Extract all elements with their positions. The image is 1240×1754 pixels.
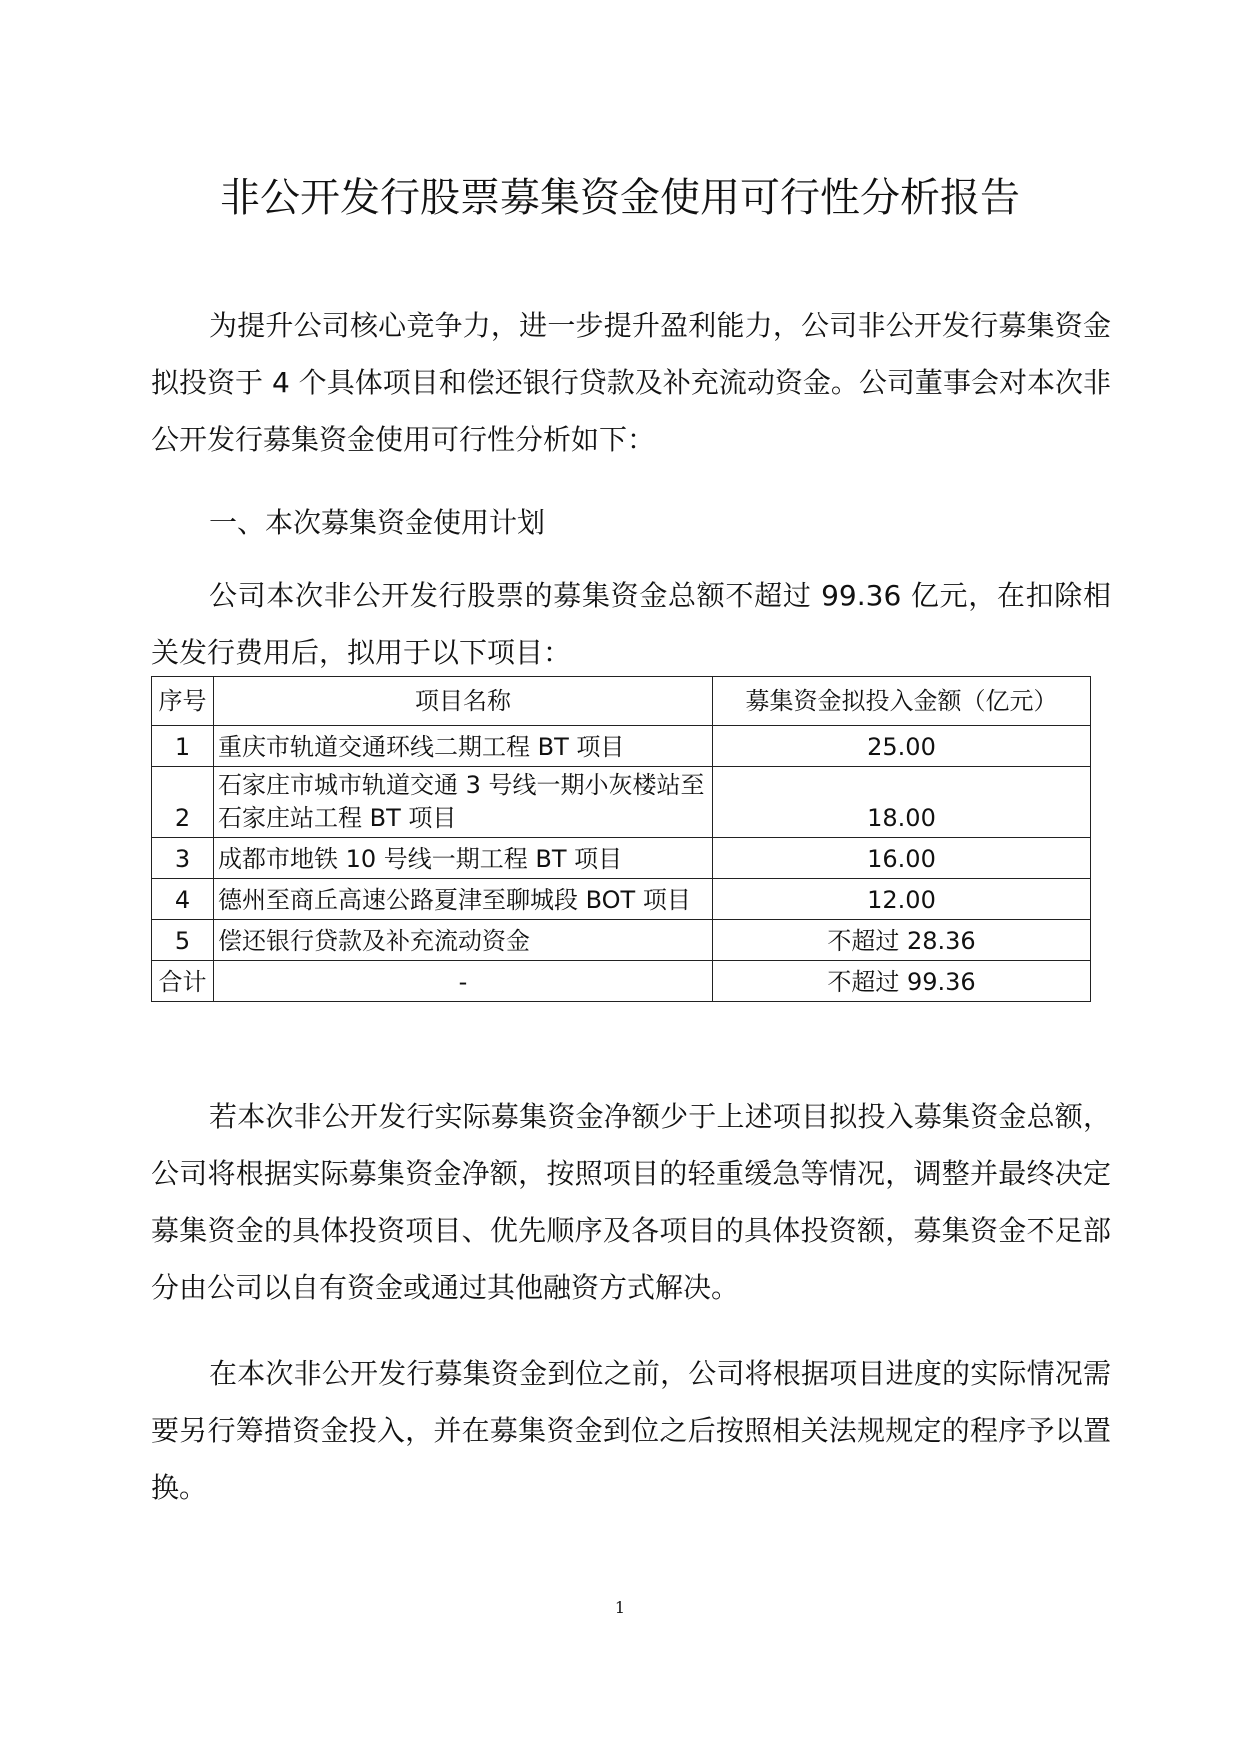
header-index: 序号 [152,677,214,726]
header-amount: 募集资金拟投入金额（亿元） [713,677,1091,726]
row-amount: 18.00 [713,767,1091,838]
row-project-name: 偿还银行贷款及补充流动资金 [214,920,713,961]
document-title: 非公开发行股票募集资金使用可行性分析报告 [220,175,1020,221]
table-total-row [152,961,1091,1002]
total-amount: 不超过 99.36 [713,961,1091,1002]
row-index: 2 [152,767,214,838]
prefunding-paragraph: 在本次非公开发行募集资金到位之前，公司将根据项目进度的实际情况需要另行筹措资金投入，并在募集资金到位之后按照相关法规规定的程序予以置换。 [151,1357,1111,1504]
fundraising-amount-paragraph: 公司本次非公开发行股票的募集资金总额不超过 99.36 亿元，在扣除相关发行费用后，拟用于以下项目： [151,579,1111,669]
table-row [152,838,1091,879]
row-amount: 12.00 [713,879,1091,920]
table-row [152,920,1091,961]
intro-paragraph: 为提升公司核心竞争力，进一步提升盈利能力，公司非公开发行募集资金拟投资于 4 个具体项目和偿还银行贷款及补充流动资金。公司董事会对本次非公开发行募集资金使用可行性分析如下： [151,309,1111,456]
row-project-name: 德州至商丘高速公路夏津至聊城段 BOT 项目 [214,879,713,920]
header-project-name: 项目名称 [214,677,713,726]
fund-usage-table [151,676,1091,1002]
total-label: 合计 [152,961,214,1002]
row-project-name: 石家庄市城市轨道交通 3 号线一期小灰楼站至 石家庄站工程 BT 项目 [214,767,713,838]
row-amount: 16.00 [713,838,1091,879]
table-row [152,726,1091,767]
total-project-name: - [214,961,713,1002]
row-project-name: 成都市地铁 10 号线一期工程 BT 项目 [214,838,713,879]
row-amount: 25.00 [713,726,1091,767]
row-project-name: 重庆市轨道交通环线二期工程 BT 项目 [214,726,713,767]
row-index: 5 [152,920,214,961]
row-index: 4 [152,879,214,920]
row-amount: 不超过 28.36 [713,920,1091,961]
table-row [152,879,1091,920]
row-index: 1 [152,726,214,767]
adjustment-paragraph: 若本次非公开发行实际募集资金净额少于上述项目拟投入募集资金总额，公司将根据实际募集资金净额，按照项目的轻重缓急等情况，调整并最终决定募集资金的具体投资项目、优先顺序及各项目的具体投资额，募集资金不足部分由公司以自有资金或通过其他融资方式解决。 [151,1100,1111,1304]
row-index: 3 [152,838,214,879]
section-heading-usage-plan: 一、本次募集资金使用计划 [209,506,546,539]
page-number: 1 [614,1598,626,1617]
table-row [152,767,1091,838]
table-header-row [152,677,1091,726]
